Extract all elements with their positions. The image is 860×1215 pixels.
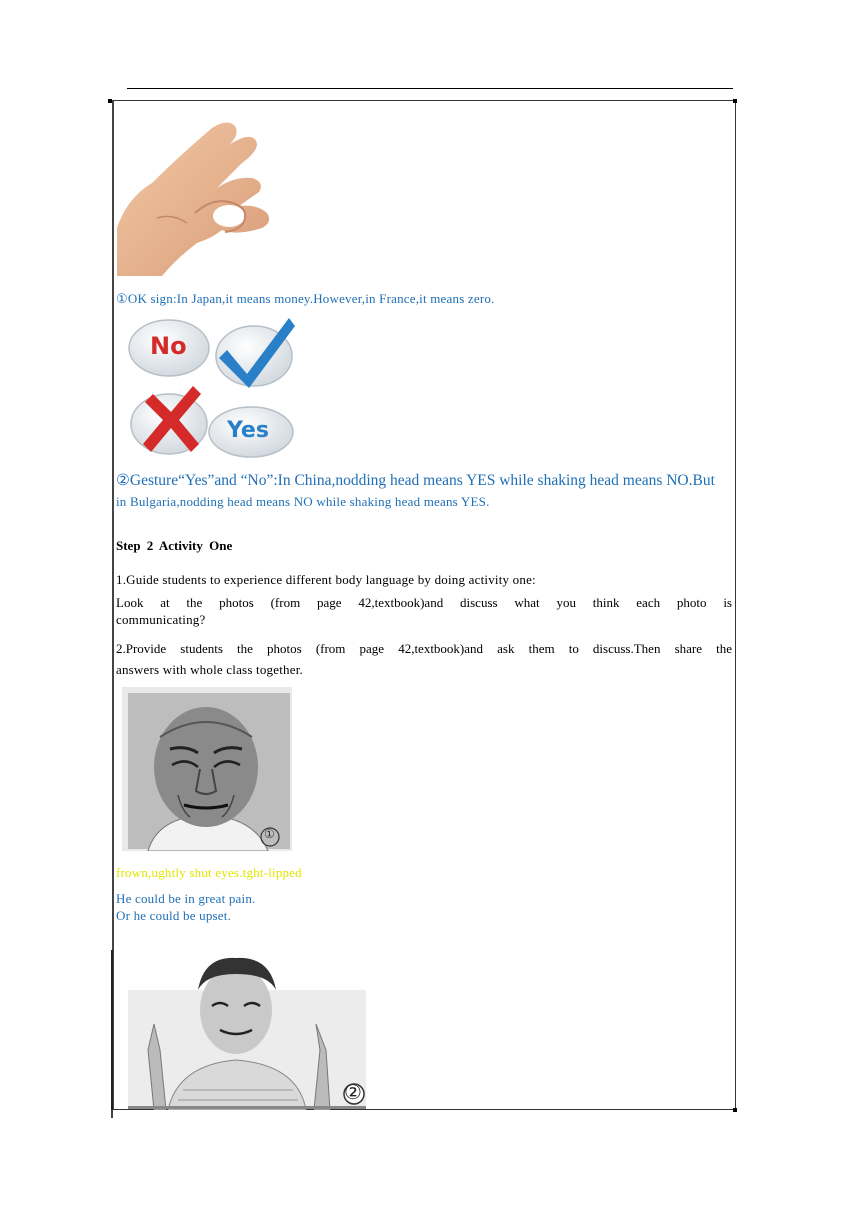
ok-sign-hand-image: [117, 118, 279, 276]
yes-no-caption-line1: ②Gesture“Yes”and “No”:In China,nodding head means YES while shaking head means NO.But: [116, 472, 715, 489]
step2-item1: 1.Guide students to experience different body language by doing activity one:: [116, 572, 536, 587]
no-label: No: [150, 332, 187, 360]
photo2-boy-fingers-crossed: [108, 950, 368, 1110]
step2-item1-detail-line2: communicating?: [116, 612, 206, 627]
ok-sign-caption: ①OK sign:In Japan,it means money.However,in France,it means zero.: [116, 291, 495, 306]
frame-corner-mark: [108, 99, 112, 103]
frame-corner-mark: [733, 99, 737, 103]
photo1-answer-line1: He could be in great pain.: [116, 891, 256, 906]
photo1-number: ①: [264, 827, 275, 841]
photo2-number: ②: [344, 1082, 362, 1104]
yes-no-icons-image: [123, 312, 303, 460]
photo1-answer-line2: Or he could be upset.: [116, 908, 232, 923]
step2-item1-detail: [116, 593, 732, 612]
step2-item2-line2: answers with whole class together.: [116, 662, 303, 677]
step2-item1-detail-line1: Look at the photos (from page 42,textbook)and discuss what you think each photo is: [116, 595, 732, 610]
photo1-keywords: frown,ughtly shut eyes.tght-lipped: [116, 865, 302, 880]
step2-heading: Step 2 Activity One: [116, 538, 233, 553]
yes-no-caption-line2: in Bulgaria,nodding head means NO while shaking head means YES.: [116, 494, 490, 509]
yes-label: Yes: [227, 418, 269, 443]
header-rule: [127, 88, 733, 89]
step2-item2: [116, 639, 732, 658]
photo1-frowning-man: [118, 687, 294, 851]
frame-corner-mark: [733, 1108, 737, 1112]
step2-item2-line1: 2.Provide students the photos (from page 42,textbook)and ask them to discuss.Then share the: [116, 641, 732, 656]
